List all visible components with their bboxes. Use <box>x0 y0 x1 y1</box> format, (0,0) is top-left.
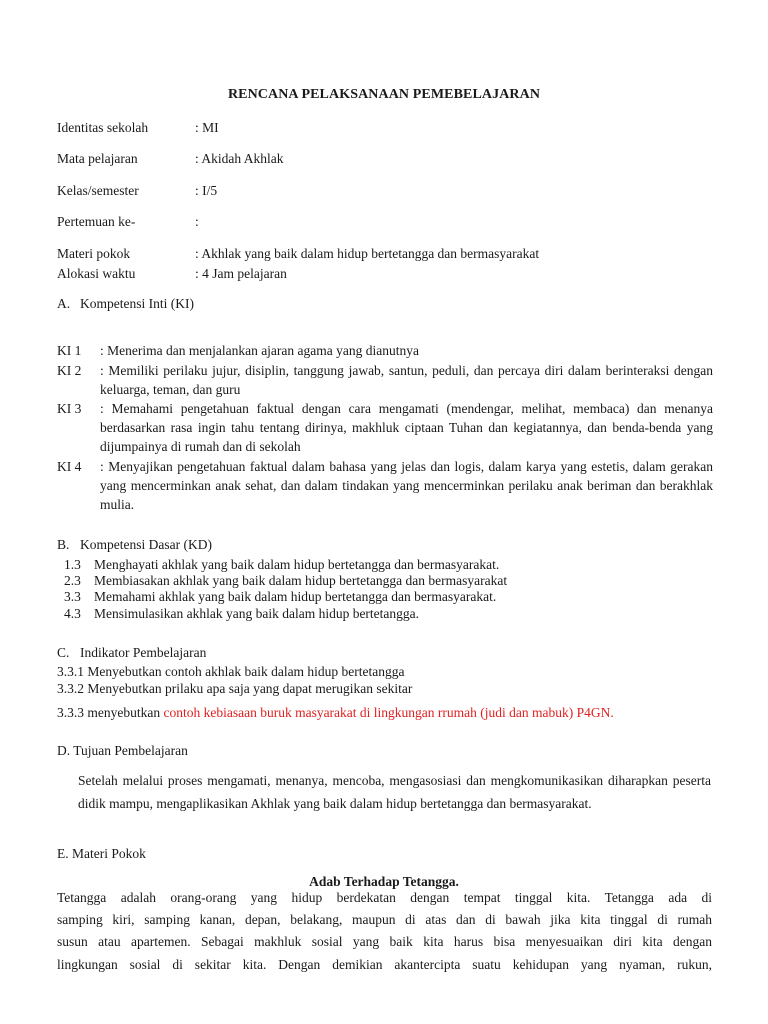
ki-text: : Memahami pengetahuan faktual dengan cara mengamati (mendengar, melihat, membaca) dan menanya berdasarkan rasa ingin tahu tentang dirinya, makhluk ciptaan Tuhan dan kegiatannya, dan benda-benda yang dijumpainya di rumah dan di sekolah <box>100 401 713 454</box>
section-c-letter: C. <box>57 645 70 660</box>
ki-text: : Menerima dan menjalankan ajaran agama yang dianutnya <box>100 343 419 358</box>
ki-text: : Memiliki perilaku jujur, disiplin, tanggung jawab, santun, peduli, dan percaya diri dalam berinteraksi dengan keluarga, teman, dan guru <box>100 363 713 397</box>
identity-value-meeting: : <box>195 214 199 229</box>
section-a-title: Kompetensi Inti (KI) <box>80 296 194 311</box>
identity-value-time: : 4 Jam pelajaran <box>195 266 287 281</box>
section-b-heading <box>57 535 212 554</box>
identity-label-subject: Mata pelajaran <box>57 151 138 166</box>
ki-item <box>57 361 713 399</box>
section-b-letter: B. <box>57 537 70 552</box>
kd-text: Mensimulasikan akhlak yang baik dalam hidup bertetangga. <box>94 606 420 621</box>
identity-label-topic: Materi pokok <box>57 246 131 261</box>
section-c-heading <box>57 643 206 662</box>
section-b-title: Kompetensi Dasar (KD) <box>80 537 212 552</box>
section-d-heading: D. Tujuan Pembelajaran <box>57 743 188 758</box>
kd-number: 1.3 <box>64 557 81 572</box>
identity-label-school: Identitas sekolah <box>57 120 149 135</box>
ki-item <box>57 399 713 456</box>
materi-line: Tetangga adalah orang-orang yang hidup berdekatan dengan tempat tinggal kita. Tetangga ada di <box>57 890 712 905</box>
kd-text: Memahami akhlak yang baik dalam hidup bertetangga dan bermasyarakat. <box>94 589 497 604</box>
materi-title: Adab Terhadap Tetangga. <box>309 874 459 889</box>
identity-label-time: Alokasi waktu <box>57 266 136 281</box>
kd-item <box>64 604 419 623</box>
indicator-item: 3.3.1 Menyebutkan contoh akhlak baik dalam hidup bertetangga <box>57 664 405 679</box>
identity-value-school: : MI <box>195 120 219 135</box>
materi-line: lingkungan sosial di sekitar kita. Dengan demikian akantercipta suatu kehidupan yang nyaman, rukun, <box>57 956 712 972</box>
ki-code: KI 2 <box>57 363 82 378</box>
indicator-highlight: contoh kebiasaan buruk masyarakat di lingkungan rrumah (judi dan mabuk) P4GN. <box>163 705 614 720</box>
section-a-heading <box>57 294 194 313</box>
materi-paragraph <box>57 887 712 976</box>
ki-code: KI 1 <box>57 343 82 358</box>
materi-line: samping kiri, samping kanan, depan, belakang, maupun di atas dan di bawah jika kita tinggal di rumah <box>57 912 712 928</box>
ki-item <box>57 341 713 360</box>
materi-line: susun atau apartemen. Sebagai makhluk sosial yang baik kita harus bisa menyesuaikan diri kita dengan <box>57 934 712 950</box>
identity-value-class: : I/5 <box>195 183 218 198</box>
ki-code: KI 4 <box>57 459 82 474</box>
kd-number: 2.3 <box>64 573 81 588</box>
ki-text: : Menyajikan pengetahuan faktual dalam bahasa yang jelas dan logis, dalam karya yang estetis, dalam gerakan yang mencerminkan anak sehat, dan dalam tindakan yang mencerminkan perilaku anak beriman dan berakhlak mulia. <box>100 459 713 512</box>
kd-text: Membiasakan akhlak yang baik dalam hidup bertetangga dan bermasyarakat <box>94 573 508 588</box>
section-e-heading: E. Materi Pokok <box>57 846 146 861</box>
indicator-item: 3.3.2 Menyebutkan prilaku apa saja yang dapat merugikan sekitar <box>57 681 413 696</box>
ki-code: KI 3 <box>57 401 82 416</box>
indicator-prefix: 3.3.3 menyebutkan <box>57 705 164 720</box>
section-c-title: Indikator Pembelajaran <box>80 645 207 660</box>
tujuan-paragraph: Setelah melalui proses mengamati, menanya, mencoba, mengasosiasi dan mengkomunikasikan diharapkan peserta didik mampu, mengaplikasikan Akhlak yang baik dalam hidup bertetangga dan bermasyarakat. <box>78 773 711 811</box>
section-a-letter: A. <box>57 296 71 311</box>
kd-number: 4.3 <box>64 606 81 621</box>
kd-text: Menghayati akhlak yang baik dalam hidup bertetangga dan bermasyarakat. <box>94 557 500 572</box>
indicator-item <box>57 703 614 722</box>
identity-value-topic: : Akhlak yang baik dalam hidup bertetangga dan bermasyarakat <box>195 246 540 261</box>
identity-label-class: Kelas/semester <box>57 183 139 198</box>
identity-value-subject: : Akidah Akhlak <box>195 151 284 166</box>
kd-number: 3.3 <box>64 589 81 604</box>
document-title: RENCANA PELAKSANAAN PEMEBELAJARAN <box>227 87 541 102</box>
identity-label-meeting: Pertemuan ke- <box>57 214 136 229</box>
ki-item <box>57 457 713 514</box>
